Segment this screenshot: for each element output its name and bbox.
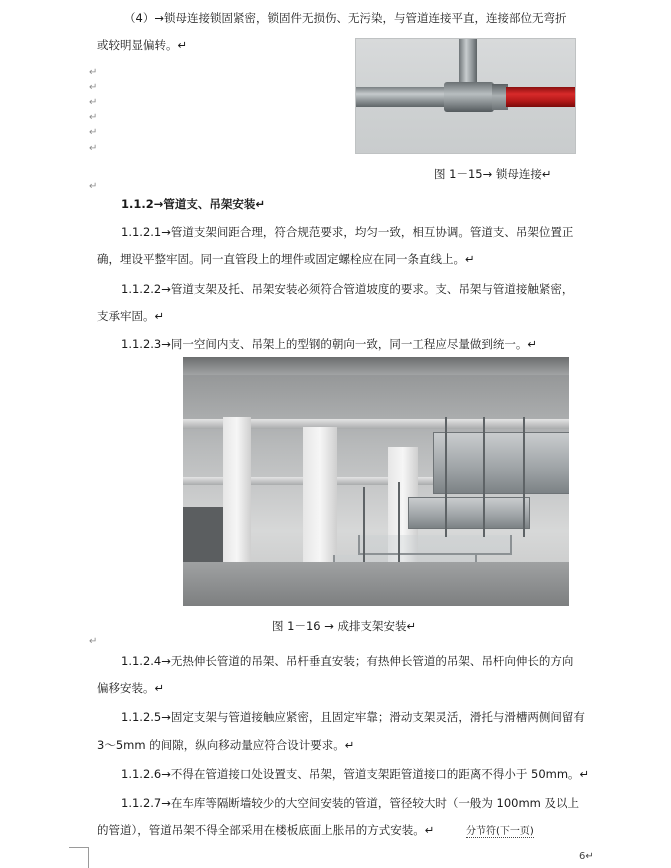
paragraph-1-1-2-5-line1: 1.1.2.5→固定支架与管道接触应紧密，且固定牢靠；滑动支架灵活，滑托与滑槽两侧间留有 <box>121 710 585 724</box>
paragraph-1-1-2-4-line2: 偏移安装。↵ <box>97 681 165 695</box>
empty-paragraph-mark: ↵ <box>89 636 98 647</box>
row-support-installation-photo <box>183 357 569 606</box>
paragraph-1-1-2-2-line1: 1.1.2.2→管道支架及托、吊架安装必须符合管道坡度的要求。支、吊架与管道接触紧密， <box>121 282 574 296</box>
paragraph-1-1-2-1-line1: 1.1.2.1→管道支架间距合理，符合规范要求，均匀一致，相互协调。管道支、吊架位置正 <box>121 225 574 239</box>
figure-caption-1-15: 图 1－15→ 锁母连接↵ <box>434 167 552 181</box>
paragraph-4-line2: 或较明显偏转。↵ <box>97 38 188 52</box>
lock-nut-connection-photo <box>355 38 576 154</box>
empty-paragraph-mark: ↵ <box>89 82 98 93</box>
paragraph-1-1-2-6: 1.1.2.6→不得在管道接口处设置支、吊架，管道支架距管道接口的距离不得小于 50mm。↵ <box>121 767 590 781</box>
empty-paragraph-mark: ↵ <box>89 97 98 108</box>
empty-paragraph-mark: ↵ <box>89 181 98 192</box>
paragraph-1-1-2-4-line1: 1.1.2.4→无热伸长管道的吊架、吊杆垂直安装；有热伸长管道的吊架、吊杆向伸长的方向 <box>121 654 574 668</box>
paragraph-1-1-2-2-line2: 支承牢固。↵ <box>97 309 165 323</box>
page-number: 6↵ <box>579 851 594 862</box>
paragraph-1-1-2-7-line2: 的管道），管道吊架不得全部采用在楼板底面上胀吊的方式安装。↵ <box>97 823 435 837</box>
page-corner-mark <box>69 847 89 868</box>
paragraph-1-1-2-1-line2: 确，埋设平整牢固。同一直管段上的埋件或固定螺栓应在同一条直线上。↵ <box>97 252 475 266</box>
empty-paragraph-mark: ↵ <box>89 127 98 138</box>
section-break-next-page: 分节符(下一页) <box>466 822 534 838</box>
empty-paragraph-mark: ↵ <box>89 112 98 123</box>
empty-paragraph-mark: ↵ <box>89 67 98 78</box>
paragraph-1-1-2-5-line2: 3～5mm 的间隙，纵向移动量应符合设计要求。↵ <box>97 738 355 752</box>
paragraph-4-line1: （4）→锁母连接锁固紧密，锁固件无损伤、无污染，与管道连接平直，连接部位无弯折 <box>124 11 567 25</box>
figure-caption-1-16: 图 1－16 → 成排支架安装↵ <box>272 619 417 633</box>
section-heading-1-1-2: 1.1.2→管道支、吊架安装↵ <box>121 197 266 211</box>
paragraph-1-1-2-3: 1.1.2.3→同一空间内支、吊架上的型钢的朝向一致，同一工程应尽量做到统一。↵ <box>121 337 538 351</box>
empty-paragraph-mark: ↵ <box>89 143 98 154</box>
paragraph-1-1-2-7-line1: 1.1.2.7→在车库等隔断墙较少的大空间安装的管道，管径较大时（一般为 100mm 及以上 <box>121 796 580 810</box>
